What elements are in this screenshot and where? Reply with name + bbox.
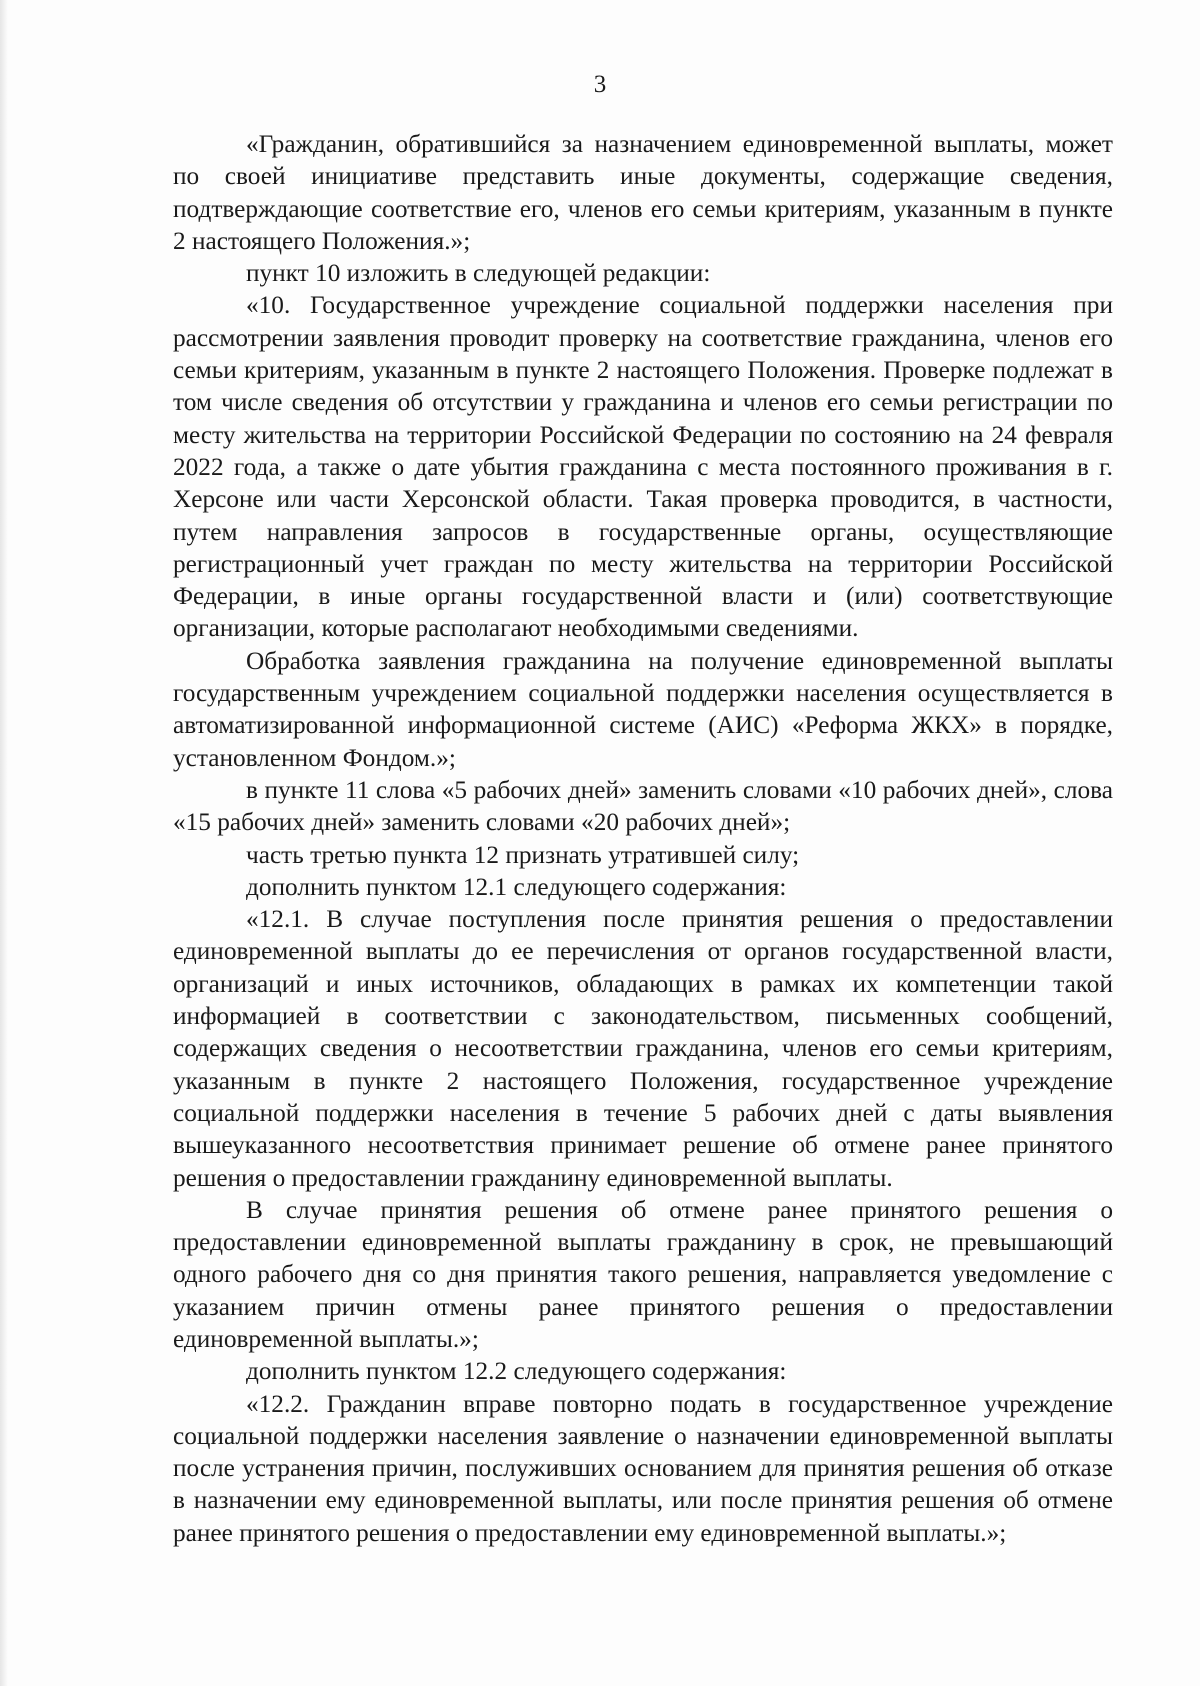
paragraph-item-10-text: «10. Государственное учреждение социальной поддержки населения при рассмотрении заявления проводит проверку на соответствие гражданина, членов его семьи критериям, указанным в пункте 2 настоящего Положения. Проверке подлежат в том числе сведения об отсутствии у гражданина и членов его семьи регистрации по месту жительства на территории Российской Федерации по состоянию на 24 февраля 2022 года, а также о дате убытия гражданина с места постоянного проживания в г. Херсоне или части Херсонской области. Такая проверка проводится, в частности, путем направления запросов в государственные органы, осуществляющие регистрационный учет граждан по месту жительства на территории Российской Федерации, в иные органы государственной власти и (или) соответствующие организации, которые располагают необходимыми сведениями. [173, 291, 1113, 643]
paragraph-item-12-1-intro: дополнить пунктом 12.1 следующего содержания: [246, 872, 787, 901]
paragraph-item-12-2-text: «12.2. Гражданин вправе повторно подать в государственное учреждение социальной поддержки населения заявление о назначении единовременной выплаты после устранения причин, послуживших основанием для принятия решения об отказе в назначении ему единовременной выплаты, или после принятия решения об отмене ранее принятого решения о предоставлении ему единовременной выплаты.»; [173, 1389, 1113, 1547]
paragraph-item-11-change: в пункте 11 слова «5 рабочих дней» заменить словами «10 рабочих дней», слова «15 рабочих дней» заменить словами «20 рабочих дней»; [173, 775, 1113, 837]
page-edge-shadow [0, 0, 8, 1686]
page-number: 3 [593, 71, 607, 98]
paragraph-item-12-repeal: часть третью пункта 12 признать утратившей силу; [246, 840, 800, 869]
paragraph-item-12-1-text: «12.1. В случае поступления после принятия решения о предоставлении единовременной выплаты до ее перечисления от органов государственной власти, организаций и иных источников, обладающих в рамках их компетенции такой информацией в соответствии с законодательством, письменных сообщений, содержащих сведения о несоответствии гражданина, членов его семьи критериям, указанным в пункте 2 настоящего Положения, государственное учреждение социальной поддержки населения в течение 5 рабочих дней с даты выявления вышеуказанного несоответствия принимает решение об отмене ранее принятого решения о предоставлении гражданину единовременной выплаты. [173, 905, 1113, 1192]
paragraph-item-12-2-intro: дополнить пунктом 12.2 следующего содержания: [246, 1357, 787, 1386]
paragraph-item-10-intro: пункт 10 изложить в следующей редакции: [246, 259, 711, 288]
paragraph-application-processing: Обработка заявления гражданина на получение единовременной выплаты государственным учреждением социальной поддержки населения осуществляется в автоматизированной информационной системе (АИС) «Реформа ЖКХ» в порядке, установленном Фондом.»; [173, 646, 1113, 772]
paragraph-citizen-documents: «Гражданин, обратившийся за назначением единовременной выплаты, может по своей инициативе представить иные документы, содержащие сведения, подтверждающие соответствие его, членов его семьи критериям, указанным в пункте 2 настоящего Положения.»; [173, 130, 1113, 255]
paragraph-cancellation-notice: В случае принятия решения об отмене ранее принятого решения о предоставлении единовременной выплаты гражданину в срок, не превышающий одного рабочего дня со дня принятия такого решения, направляется уведомление с указанием причин отмены ранее принятого решения о предоставлении единовременной выплаты.»; [173, 1195, 1113, 1353]
document-body [173, 128, 1113, 1549]
